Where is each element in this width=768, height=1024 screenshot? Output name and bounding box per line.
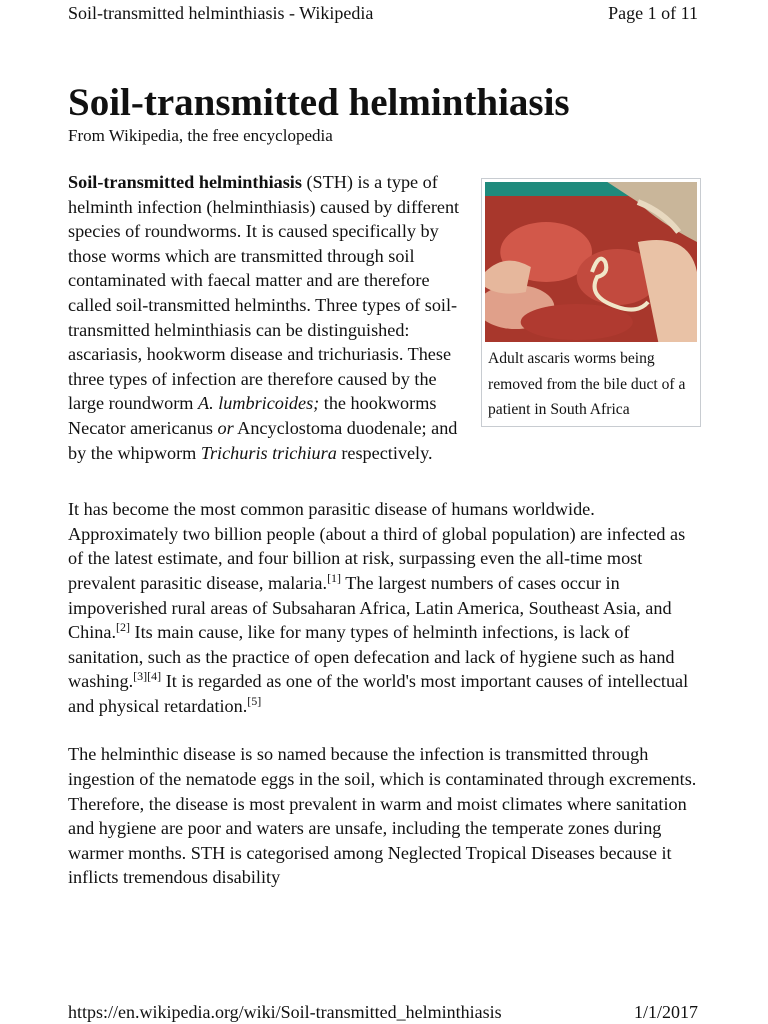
reference-2[interactable]: [2]: [116, 620, 130, 635]
term-bold: Soil-transmitted helminthiasis: [68, 172, 302, 192]
figure-caption: Adult ascaris worms being removed from the bile duct of a patient in South Africa: [488, 350, 686, 419]
paragraph-prevalence: [68, 497, 700, 718]
intro-text-1: (STH) is a type of helminth infection (helminthiasis) caused by different species of roundworms. It is caused specifically by those worms which are transmitted through soil contaminated with faecal matter and are therefore called soil-transmitted helminths. Three types of soil-transmitted helminthiasis can be distinguished: ascariasis, hookworm disease and trichuriasis. These three types of infection are therefore caused by the large roundworm: [68, 172, 460, 414]
print-footer-url: https://en.wikipedia.org/wiki/Soil-transmitted_helminthiasis: [68, 1002, 502, 1022]
prevalence-text-3: Its main cause, like for many types of helminth infections, is lack of sanitation, such as the practice of open defecation and lack of hygiene such as hand washing.: [68, 622, 675, 692]
intro-text-4: respectively.: [336, 442, 433, 463]
reference-5[interactable]: [5]: [247, 693, 262, 708]
print-footer-date: 1/1/2017: [633, 1002, 698, 1022]
reference-1[interactable]: [1]: [327, 570, 342, 585]
article-body: [68, 170, 700, 914]
prevalence-text-1: It has become the most common parasitic disease of humans worldwide. Approximately two billion people (about a third of global population) are infected as of the latest estimate, and four billion at risk, surpassing even the all-time most prevalent parasitic disease, malaria.: [68, 499, 686, 593]
article-title: Soil-transmitted helminthiasis: [68, 81, 570, 124]
paragraph-transmission: The helminthic disease is so named because the infection is transmitted through ingestion of the nematode eggs in the soil, which is contaminated through excrements. Therefore, the disease is most prevalent in warm and moist climates where sanitation and hygiene are poor and waters are unsafe, including the temperate zones during warmer months. STH is categorised among Neglected Tropical Diseases because it inflicts tremendous disability: [68, 744, 697, 888]
print-header-title: Soil-transmitted helminthiasis - Wikipedia: [68, 3, 374, 23]
prevalence-text-2: The largest numbers of cases occur in impoverished rural areas of Subsaharan Africa, Latin America, Southeast Asia, and China.: [68, 572, 672, 643]
intro-italic-3: Trichuris trichiura: [200, 442, 337, 463]
infobox-figure: [481, 178, 701, 427]
prevalence-text-4: It is regarded as one of the world's most important causes of intellectual and physical retardation.: [68, 671, 689, 716]
surgery-photo: [485, 182, 697, 342]
intro-italic-2: or: [217, 417, 234, 438]
intro-italic-1: A. lumbricoides;: [197, 393, 320, 414]
intro-text-3: Ancyclostoma duodenale; and by the whipworm: [68, 417, 458, 463]
intro-text-2: the hookworms Necator americanus: [68, 393, 437, 438]
article-subtitle: From Wikipedia, the free encyclopedia: [68, 126, 333, 145]
print-header-page-number: Page 1 of 11: [608, 3, 698, 23]
reference-3-4[interactable]: [3][4]: [133, 669, 162, 684]
